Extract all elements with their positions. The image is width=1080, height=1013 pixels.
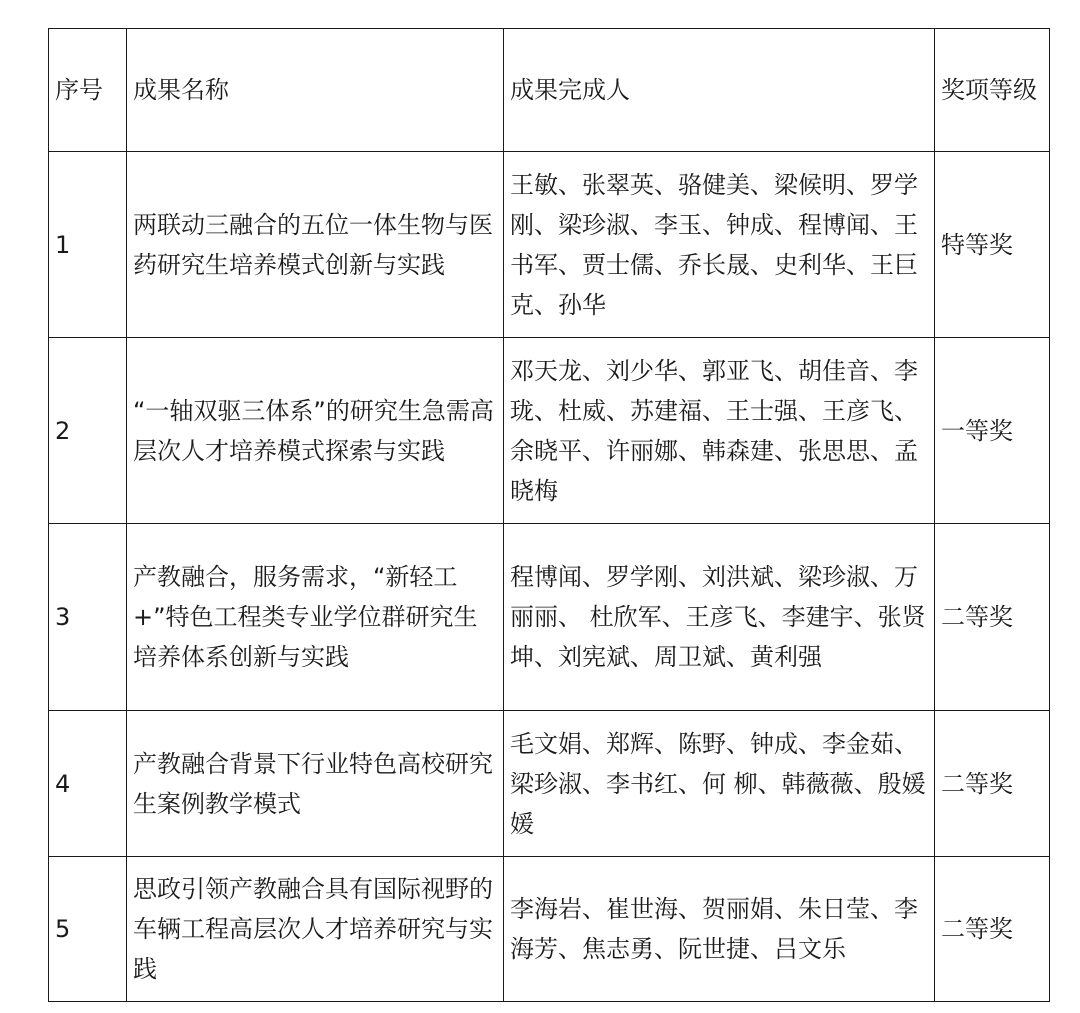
row-achievement-name: 产教融合，服务需求，“新轻工+”特色工程类专业学位群研究生培养体系创新与实践	[127, 524, 504, 711]
row-achievement-name: 产教融合背景下行业特色高校研究生案例教学模式	[127, 711, 504, 857]
row-people: 邓天龙、刘少华、郭亚飞、胡佳音、李珑、杜威、苏建福、王士强、王彦飞、余晓平、许丽娜、韩森建、张思思、孟晓梅	[504, 338, 935, 524]
header-name: 成果名称	[127, 29, 504, 152]
header-people: 成果完成人	[504, 29, 935, 152]
row-achievement-name: 两联动三融合的五位一体生物与医药研究生培养模式创新与实践	[127, 152, 504, 338]
row-index: 5	[49, 857, 127, 1002]
row-people: 李海岩、崔世海、贺丽娟、朱日莹、李海芳、焦志勇、阮世捷、吕文乐	[504, 857, 935, 1002]
header-level: 奖项等级	[935, 29, 1050, 152]
row-index: 2	[49, 338, 127, 524]
row-award-level: 二等奖	[935, 711, 1050, 857]
table-row	[49, 711, 1050, 857]
table-row	[49, 152, 1050, 338]
header-index: 序号	[49, 29, 127, 152]
table-header-row	[49, 29, 1050, 152]
row-award-level: 二等奖	[935, 857, 1050, 1002]
row-award-level: 一等奖	[935, 338, 1050, 524]
row-people: 王敏、张翠英、骆健美、梁候明、罗学刚、梁珍淑、李玉、钟成、程博闻、王书军、贾士儒、乔长晟、史利华、王巨克、孙华	[504, 152, 935, 338]
row-achievement-name: 思政引领产教融合具有国际视野的车辆工程高层次人才培养研究与实践	[127, 857, 504, 1002]
row-index: 3	[49, 524, 127, 711]
table-row	[49, 338, 1050, 524]
row-people: 程博闻、罗学刚、刘洪斌、梁珍淑、万丽丽、 杜欣军、王彦飞、李建宇、张贤坤、刘宪斌、周卫斌、黄利强	[504, 524, 935, 711]
row-award-level: 特等奖	[935, 152, 1050, 338]
table-row	[49, 524, 1050, 711]
row-index: 1	[49, 152, 127, 338]
row-achievement-name: “一轴双驱三体系”的研究生急需高层次人才培养模式探索与实践	[127, 338, 504, 524]
row-index: 4	[49, 711, 127, 857]
table-row	[49, 857, 1050, 1002]
awards-table	[48, 28, 1050, 1002]
row-award-level: 二等奖	[935, 524, 1050, 711]
row-people: 毛文娟、郑辉、陈野、钟成、李金茹、梁珍淑、李书红、何 柳、韩薇薇、殷媛媛	[504, 711, 935, 857]
